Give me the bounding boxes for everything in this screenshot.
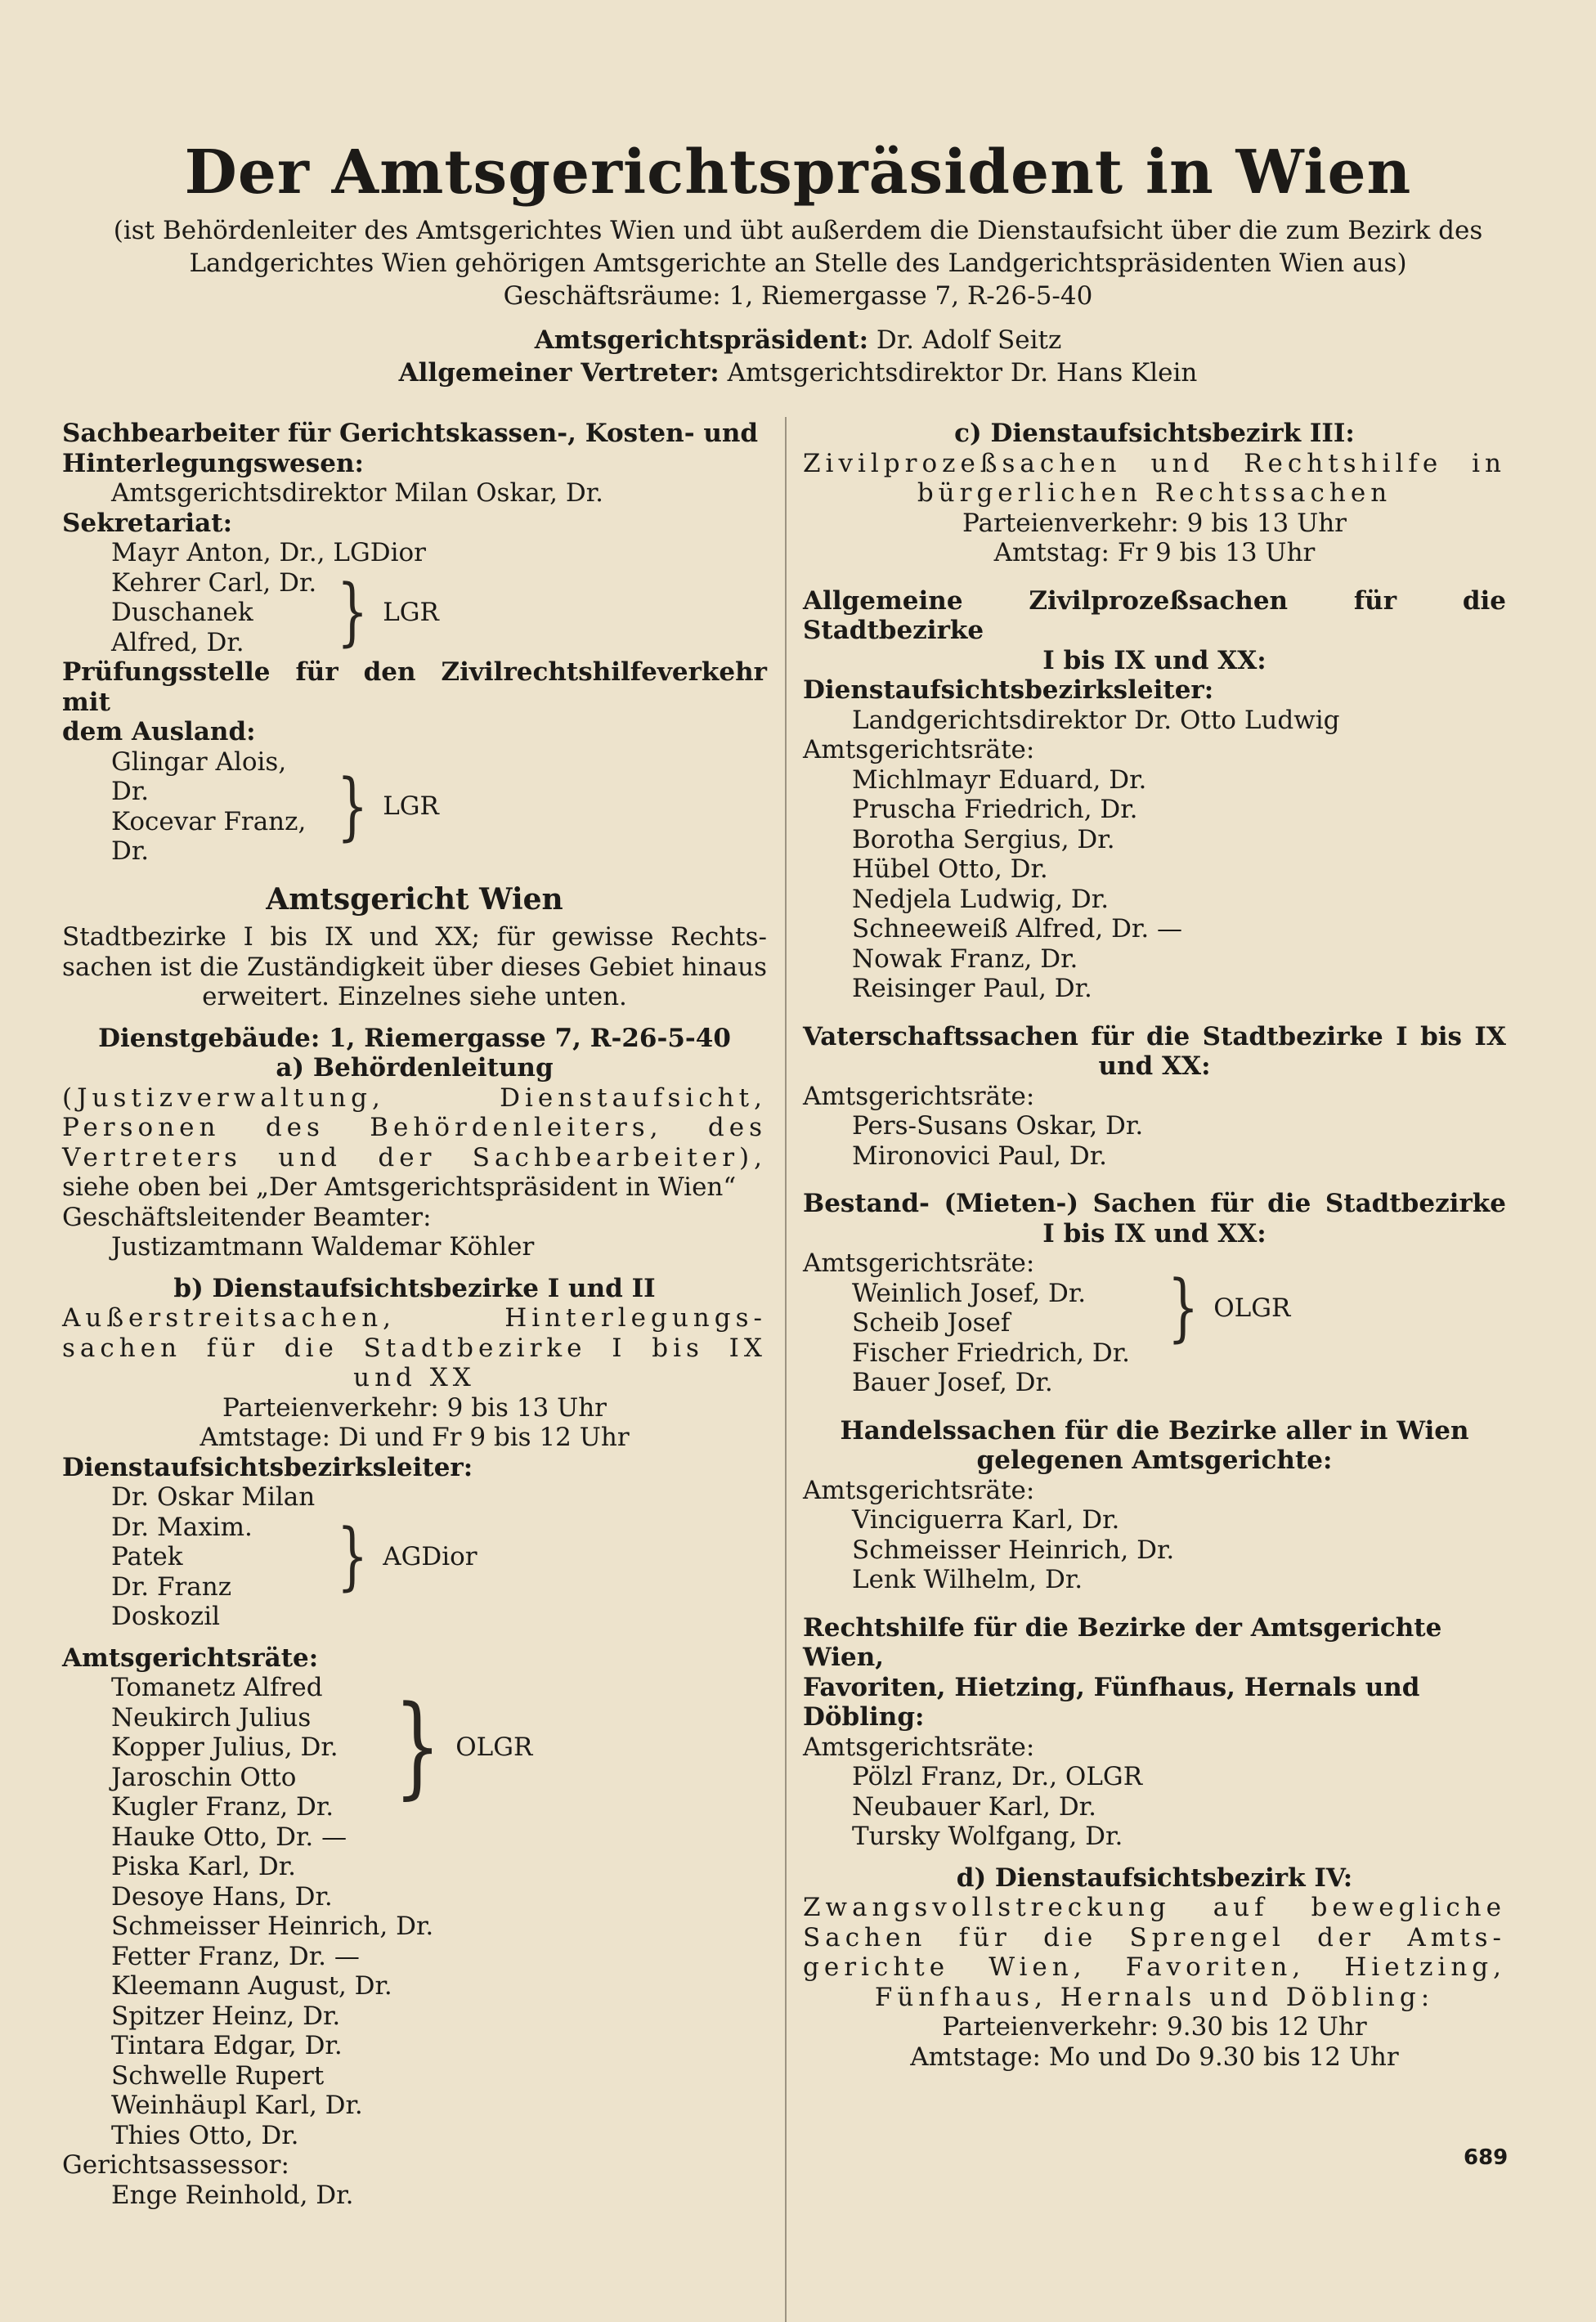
deputy-line [57, 356, 1539, 389]
person-entry: Tintara Edgar, Dr. [111, 2031, 343, 2060]
right-column [803, 419, 1506, 2072]
person-entry: Kopper Julius, Dr. [111, 1733, 338, 1762]
subsection-heading: a) Behördenleitung [276, 1053, 554, 1083]
hours-line: Parteienverkehr: 9 bis 13 Uhr [222, 1392, 607, 1423]
section-heading: Allgemeine Zivilprozeßsachen für die Stadtbezirke [803, 585, 1506, 645]
court-heading: Amtsgericht Wien [266, 881, 563, 917]
person-entry: Pruscha Friedrich, Dr. [852, 795, 1138, 824]
hours-line: Amtstag: Fr 9 bis 13 Uhr [993, 538, 1316, 567]
deputy-label: Allgemeiner Vertreter: [398, 358, 720, 388]
person-entry: Lenk Wilhelm, Dr. [852, 1565, 1083, 1594]
person-entry: Schwelle Rupert [111, 2060, 325, 2091]
section-heading: gelegenen Amtsgerichte: [976, 1446, 1333, 1475]
section-heading: Prüfungsstelle für den Zivilrechtshilfeverkehr mit [62, 657, 767, 717]
person-entry: Dr. Franz Doskozil [111, 1571, 232, 1631]
person-entry: Enge Reinhold, Dr. [111, 2180, 354, 2210]
label-line: Amtsgerichtsräte: [803, 1732, 1035, 1762]
section-heading: Rechtshilfe für die Bezirke der Amtsgerichte Wien, [803, 1612, 1442, 1672]
person-entry: Kehrer Carl, Dr. [111, 567, 317, 598]
person-entry: Michlmayr Eduard, Dr. [852, 764, 1147, 795]
hours-line: Parteienverkehr: 9.30 bis 12 Uhr [942, 2012, 1367, 2042]
hours-line: Amtstage: Di und Fr 9 bis 12 Uhr [200, 1423, 630, 1452]
person-entry: Neubauer Karl, Dr. [852, 1791, 1096, 1822]
paragraph-line: sachen für die Stadtbezirke I bis IX [62, 1333, 767, 1363]
paragraph-line: bürgerlichen Rechtssachen [917, 478, 1392, 508]
intro-block [57, 214, 1539, 389]
paragraph-line: Personen des Behördenleiters, des [62, 1113, 767, 1142]
person-entry: Dr. Maxim. Patek [111, 1512, 253, 1571]
label-line: Amtsgerichtsräte: [803, 1248, 1035, 1278]
section-heading: Hinterlegungswesen: [62, 448, 364, 478]
label-line: Geschäftsleitender Beamter: [62, 1202, 432, 1232]
rank-label: OLGR [1213, 1293, 1291, 1323]
person-entry: Hübel Otto, Dr. [852, 854, 1048, 884]
person-entry: Weinhäupl Karl, Dr. [111, 2091, 363, 2120]
brace-icon: } [394, 1682, 442, 1812]
person-entry: Tursky Wolfgang, Dr. [852, 1822, 1123, 1851]
intro-line: Landgerichtes Wien gehörigen Amtsgerichte an Stelle des Landgerichtspräsidenten Wien aus) [189, 249, 1407, 278]
paragraph-line: gerichte Wien, Favoriten, Hietzing, [803, 1952, 1506, 1982]
person-entry: Duschanek Alfred, Dr. [111, 598, 253, 657]
label-line: Amtsgerichtsräte: [803, 1081, 1035, 1111]
person-entry: Justizamtmann Waldemar Köhler [111, 1232, 535, 1262]
person-entry: Landgerichtsdirektor Dr. Otto Ludwig [852, 705, 1340, 735]
subsection-heading: c) Dienstaufsichtsbezirk III: [954, 419, 1355, 448]
person-entry: Mayr Anton, Dr., LGDior [111, 538, 426, 567]
person-entry: Thies Otto, Dr. [111, 2120, 299, 2150]
section-heading: Favoriten, Hietzing, Fünfhaus, Hernals und Döbling: [803, 1672, 1420, 1732]
brace-icon: } [337, 1513, 369, 1600]
person-entry: Vinciguerra Karl, Dr. [852, 1505, 1120, 1535]
deputy-name: Amtsgerichtsdirektor Dr. Hans Klein [727, 358, 1198, 388]
section-heading: Handelssachen für die Bezirke aller in Wien [840, 1415, 1469, 1446]
person-entry: Glingar Alois, Dr. [111, 746, 287, 806]
rank-label: LGR [383, 791, 439, 822]
paragraph-line: und XX [353, 1363, 476, 1392]
section-heading: Vaterschaftssachen für die Stadtbezirke I bis IX [803, 1021, 1506, 1051]
section-heading: I bis IX und XX: [1042, 645, 1266, 675]
rank-label: OLGR [455, 1733, 533, 1762]
paragraph-line: Vertreters und der Sachbearbeiter), [62, 1142, 767, 1172]
rank-label: AGDior [383, 1542, 477, 1571]
left-column [62, 419, 767, 2210]
section-heading: Sachbearbeiter für Gerichtskassen-, Kosten- und [62, 419, 759, 448]
brace-icon: } [337, 569, 369, 656]
person-entry: Schmeisser Heinrich, Dr. [111, 1912, 434, 1941]
person-entry: Kocevar Franz, Dr. [111, 806, 307, 866]
brace-icon: } [337, 764, 369, 849]
person-entry: Tomanetz Alfred [111, 1673, 323, 1702]
label-line: Amtsgerichtsräte: [803, 735, 1035, 764]
page-number: 689 [1464, 2145, 1509, 2170]
person-entry: Schneeweiß Alfred, Dr. — [852, 914, 1183, 944]
intro-line: (ist Behördenleiter des Amtsgerichtes Wien und übt außerdem die Dienstaufsicht über die zum Bezirk des [113, 216, 1483, 245]
person-entry: Pölzl Franz, Dr., OLGR [852, 1762, 1143, 1791]
person-entry: Jaroschin Otto [111, 1762, 297, 1792]
person-entry: Scheib Josef [852, 1308, 1011, 1338]
person-entry: Borotha Sergius, Dr. [852, 824, 1115, 854]
rank-label: LGR [383, 598, 439, 627]
person-entry: Fischer Friedrich, Dr. [852, 1338, 1131, 1368]
person-entry: Pers-Susans Oskar, Dr. [852, 1111, 1144, 1141]
subsection-heading: b) Dienstaufsichtsbezirke I und II [173, 1273, 656, 1303]
name-group [62, 747, 767, 867]
person-entry: Kugler Franz, Dr. [111, 1792, 334, 1822]
person-entry: Amtsgerichtsdirektor Milan Oskar, Dr. [111, 478, 603, 508]
person-entry: Weinlich Josef, Dr. [852, 1278, 1087, 1308]
page-title: Der Amtsgerichtspräsident in Wien [184, 137, 1412, 208]
person-entry: Fetter Franz, Dr. — [111, 1941, 360, 1971]
section-heading: Dienstaufsichtsbezirksleiter: [62, 1452, 473, 1482]
paragraph-line: Zwangsvollstreckung auf bewegliche [803, 1893, 1506, 1922]
paragraph-line: Zivilprozeßsachen und Rechtshilfe in [803, 448, 1506, 478]
subsection-heading: d) Dienstaufsichtsbezirk IV: [956, 1863, 1353, 1893]
section-heading: dem Ausland: [62, 717, 256, 746]
section-heading: Bestand- (Mieten-) Sachen für die Stadtbezirke [803, 1189, 1506, 1218]
paragraph-line: Stadtbezirke I bis IX und XX; für gewisse Rechts- [62, 922, 767, 952]
brace-icon: } [1168, 1265, 1199, 1352]
person-entry: Hauke Otto, Dr. — [111, 1822, 347, 1852]
person-entry: Piska Karl, Dr. [111, 1852, 297, 1881]
hours-line: Amtstage: Mo und Do 9.30 bis 12 Uhr [910, 2042, 1399, 2072]
name-group [62, 1482, 767, 1632]
person-entry: Reisinger Paul, Dr. [852, 974, 1092, 1003]
person-entry: Mironovici Paul, Dr. [852, 1141, 1107, 1171]
president-line [57, 324, 1539, 356]
person-entry: Desoye Hans, Dr. [111, 1881, 333, 1912]
name-group [803, 1265, 1506, 1352]
section-heading: Amtsgerichtsräte: [62, 1643, 319, 1673]
president-label: Amtsgerichtspräsident: [534, 325, 869, 355]
name-group [62, 1673, 767, 1822]
president-name: Dr. Adolf Seitz [876, 325, 1062, 355]
paragraph-line: erweitert. Einzelnes siehe unten. [202, 982, 627, 1011]
paragraph-line: Sachen für die Sprengel der Amts- [803, 1922, 1506, 1952]
person-entry: Kleemann August, Dr. [111, 1971, 392, 2001]
column-divider [785, 417, 787, 2322]
hours-line: Parteienverkehr: 9 bis 13 Uhr [962, 508, 1347, 538]
section-heading: Dienstaufsichtsbezirksleiter: [803, 675, 1214, 705]
paragraph-line: sachen ist die Zuständigkeit über dieses Gebiet hinaus [62, 952, 767, 982]
office-address: Geschäftsräume: 1, Riemergasse 7, R-26-5-40 [503, 281, 1093, 311]
name-group [62, 568, 767, 658]
person-entry: Bauer Josef, Dr. [852, 1368, 1053, 1397]
paragraph-line: Außerstreitsachen, Hinterlegungs- [62, 1303, 767, 1333]
label-line: Amtsgerichtsräte: [803, 1475, 1035, 1505]
person-entry: Schmeisser Heinrich, Dr. [852, 1535, 1175, 1565]
person-entry: Neukirch Julius [111, 1702, 312, 1733]
label-line: Gerichtsassessor: [62, 2150, 289, 2180]
person-entry: Nedjela Ludwig, Dr. [852, 884, 1110, 914]
person-entry: Nowak Franz, Dr. [852, 944, 1078, 974]
paragraph-line: Fünfhaus, Hernals und Döbling: [874, 1982, 1435, 2012]
person-entry: Spitzer Heinz, Dr. [111, 2001, 341, 2031]
building-address: Dienstgebäude: 1, Riemergasse 7, R-26-5-40 [98, 1023, 731, 1053]
person-entry: Dr. Oskar Milan [111, 1482, 316, 1512]
paragraph-line: siehe oben bei „Der Amtsgerichtspräsident in Wien“ [62, 1172, 737, 1202]
section-heading: Sekretariat: [62, 508, 233, 538]
paragraph-line: (Justizverwaltung, Dienstaufsicht, [62, 1083, 767, 1113]
section-heading: I bis IX und XX: [1042, 1218, 1266, 1248]
section-heading: und XX: [1098, 1051, 1211, 1081]
